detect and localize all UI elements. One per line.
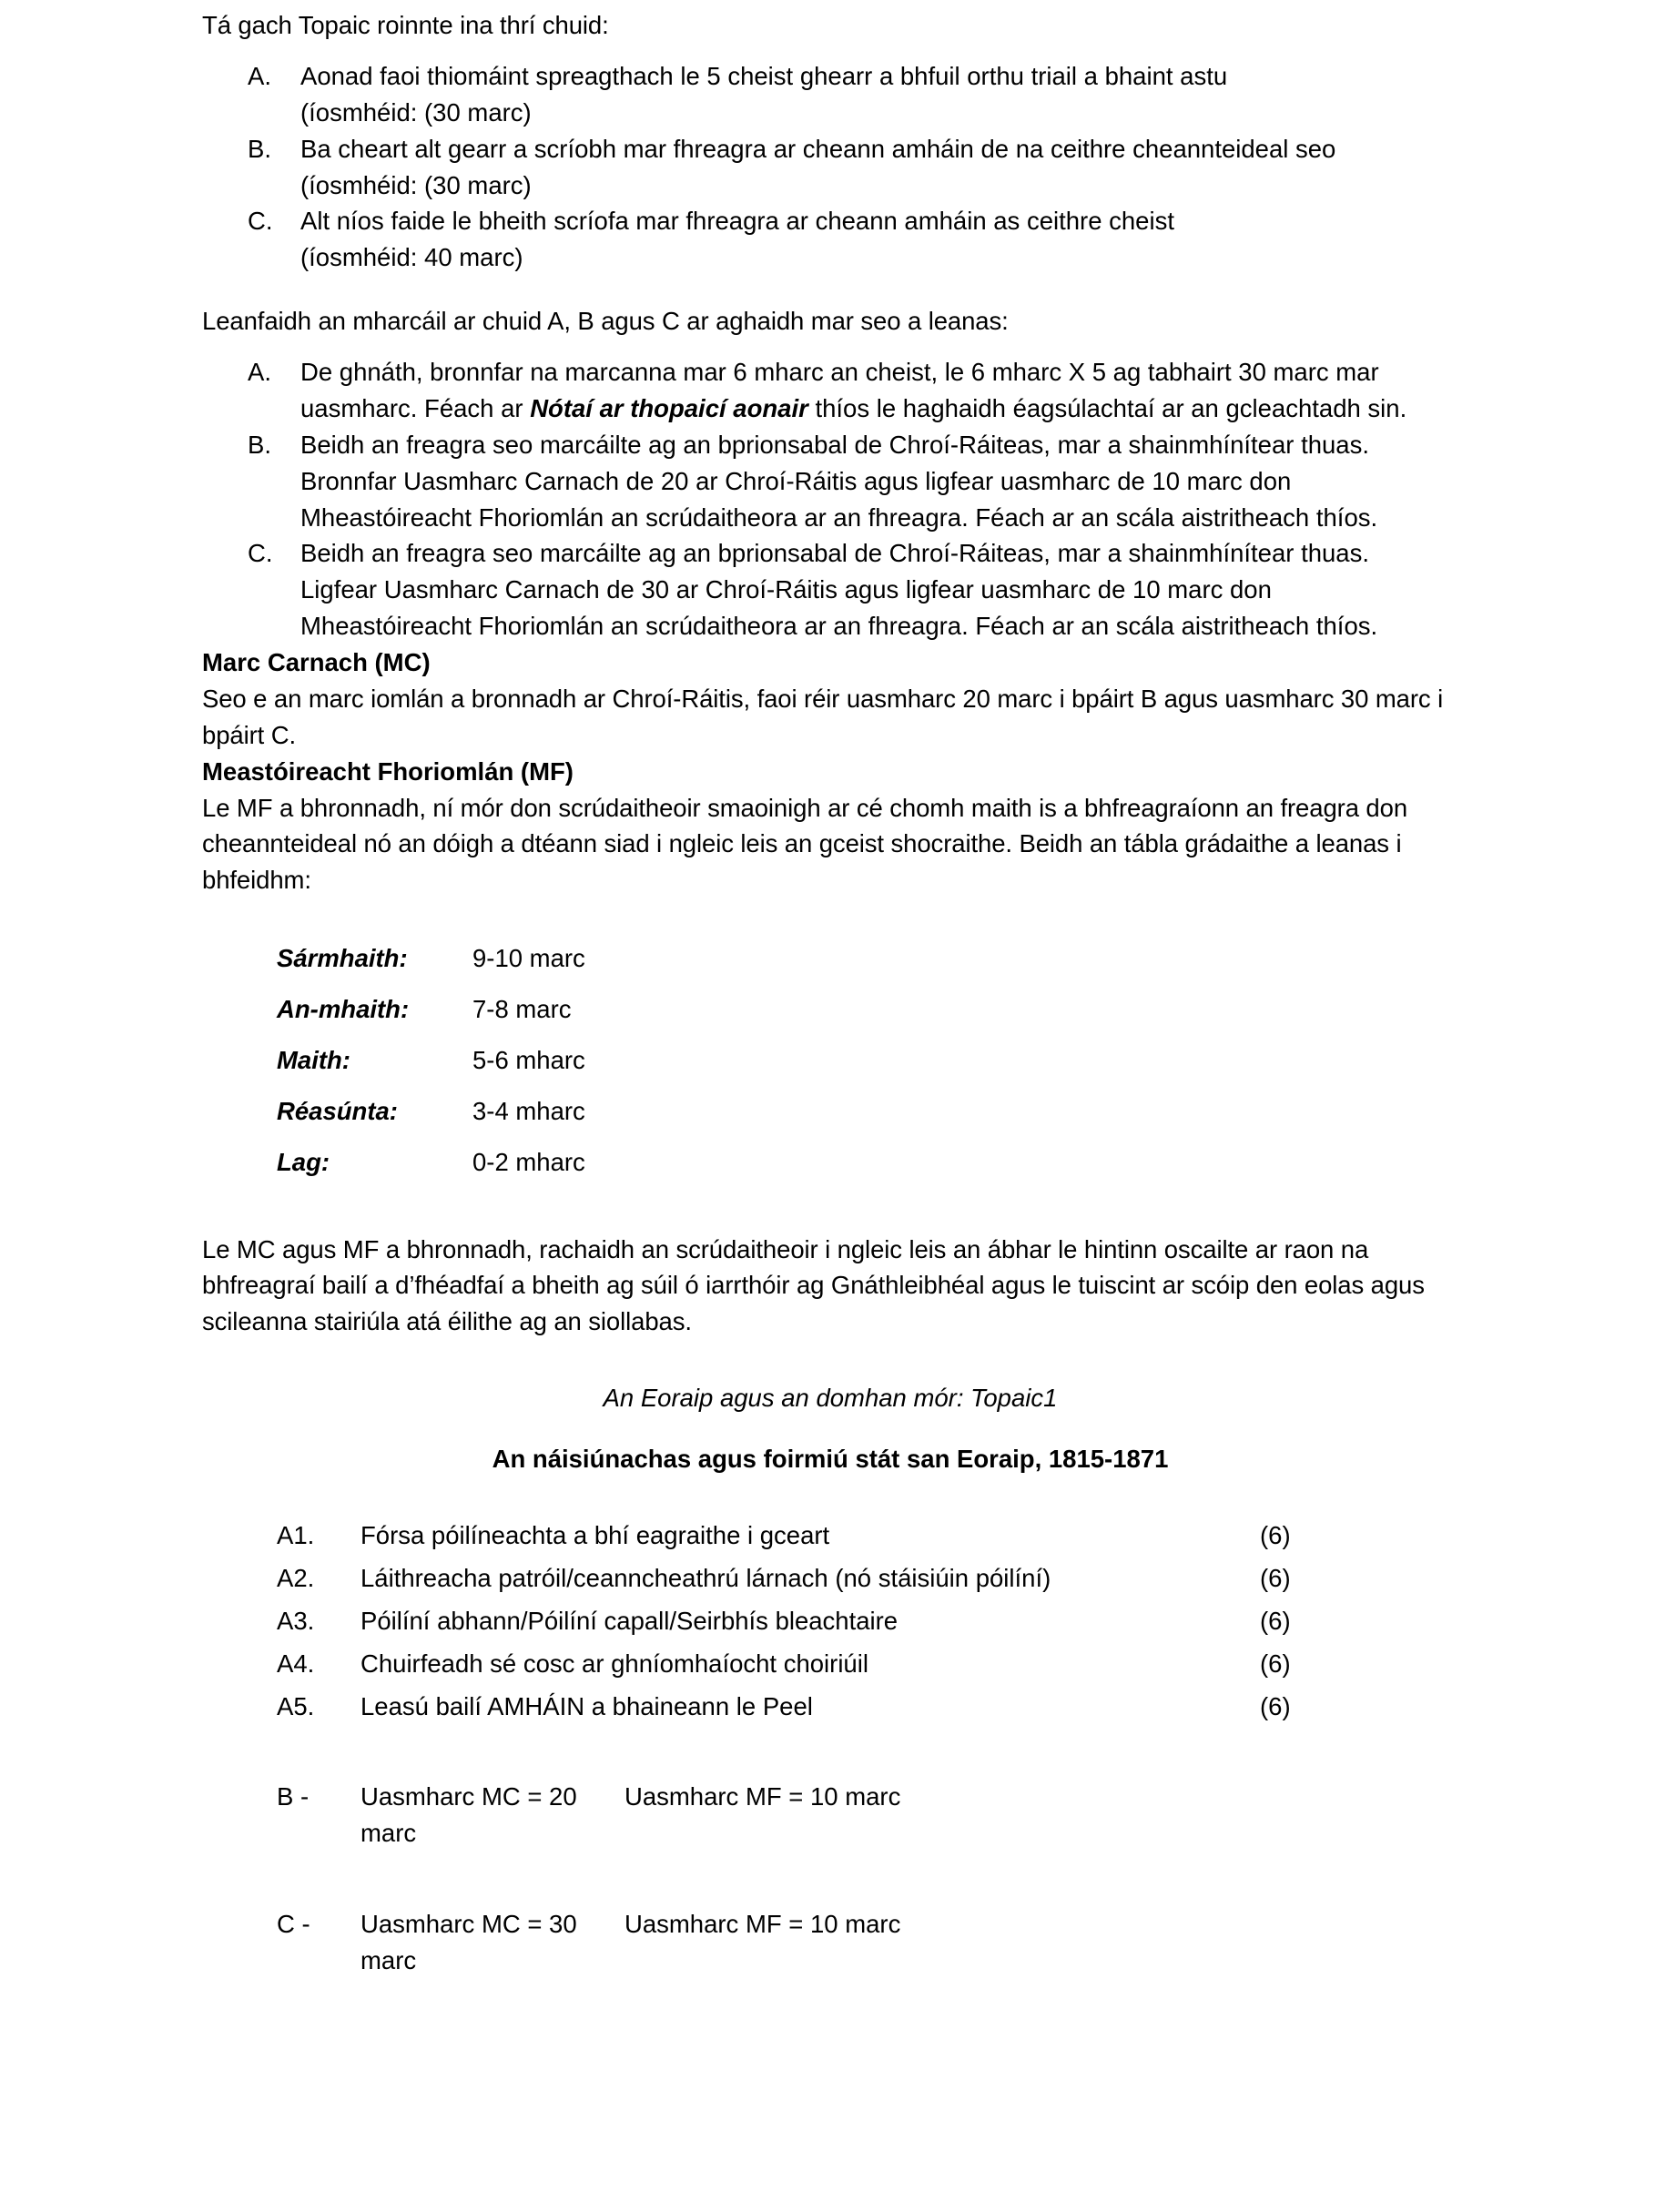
list-body (300, 535, 1458, 644)
question-text: Póilíní abhann/Póilíní capall/Seirbhís bleachtaire (360, 1606, 899, 1635)
list-text-after: thíos le haghaidh éagsúlachtaí ar an gcleachtadh sin. (807, 393, 1407, 422)
table-row (277, 933, 585, 984)
question-number: A4. (277, 1649, 315, 1679)
list-text: De ghnáth, bronnfar na marcanna mar 6 mharc an cheist, le 6 mharc X 5 ag tabhairt 30 marc mar uasmharc. Féach ar (300, 358, 1379, 422)
list-text: Ba cheart alt gearr a scríobh mar fhreagra ar cheann amháin de na ceithre cheannteideal seo (300, 134, 1336, 163)
list-marker: A. (248, 358, 271, 386)
topic-title: An náisiúnachas agus foirmiú stát san Eoraip, 1815-1871 (492, 1445, 1169, 1473)
grade-value: 3-4 mharc (472, 1096, 585, 1125)
question-marks: (6) (1260, 1649, 1291, 1679)
list-subtext: (íosmhéid: (30 marc) (300, 97, 532, 127)
bc-mc-value: Uasmharc MC = 30 marc (360, 1909, 577, 1974)
spacer (202, 276, 1458, 303)
bc-mf-value: Uasmharc MF = 10 marc (624, 1782, 901, 1811)
table-row (277, 1086, 585, 1137)
intro-line: Tá gach Topaic roinnte ina thrí chuid: (202, 11, 609, 39)
spacer (202, 44, 1458, 58)
list-item (202, 203, 1458, 276)
question-text: Láithreacha patróil/ceanncheathrú lárnach (nó stáisiúin póilíní) (360, 1563, 1051, 1592)
question-marks: (6) (1260, 1692, 1291, 1721)
spacer-cell (360, 1852, 624, 1906)
table-row (277, 1557, 1369, 1599)
spacer-cell (277, 1852, 360, 1906)
list-subtext: (íosmhéid: 40 marc) (300, 243, 523, 272)
list-item (202, 58, 1458, 131)
parts-list (202, 58, 1458, 276)
mf-heading: Meastóireacht Fhoriomlán (MF) (202, 756, 574, 786)
grade-value: 7-8 marc (472, 995, 572, 1023)
grade-label: Maith: (277, 1045, 350, 1074)
list-marker: B. (248, 134, 271, 163)
spacer-cell (624, 1852, 925, 1906)
list-body (300, 427, 1458, 536)
grade-value: 0-2 mharc (472, 1147, 585, 1176)
table-row (277, 984, 585, 1035)
document-body (202, 7, 1458, 1979)
grade-value: 9-10 marc (472, 944, 585, 973)
grade-label: An-mhaith: (277, 995, 410, 1023)
question-text: Leasú bailí AMHÁIN a bhaineann le Peel (360, 1692, 813, 1721)
table-row (277, 1514, 1369, 1557)
question-text: Chuirfeadh sé cosc ar ghníomhaíocht choiriúil (360, 1649, 868, 1679)
list-item (202, 131, 1458, 204)
question-marks: (6) (1260, 1563, 1291, 1592)
list-text: Alt níos faide le bheith scríofa mar fhreagra ar cheann amháin as ceithre cheist (300, 207, 1174, 236)
marking-parts-list (202, 354, 1458, 644)
list-subtext: Ligfear Uasmharc Carnach de 30 ar Chroí-Ráitis agus ligfear uasmharc de 10 marc don Mheastóireacht Fhoriomlán an scrúdaitheora ar an fhreagra. Féach ar an scála aistritheach thíos. (300, 575, 1378, 641)
spacer (202, 1188, 1458, 1232)
grade-label: Sármhaith: (277, 944, 408, 973)
list-marker: B. (248, 430, 271, 459)
table-row (277, 1685, 1369, 1728)
list-item (202, 535, 1458, 644)
table-row (277, 1906, 925, 1979)
mc-heading: Marc Carnach (MC) (202, 648, 431, 676)
list-item (202, 354, 1458, 427)
topic-subtitle: An Eoraip agus an domhan mór: Topaic1 (603, 1383, 1058, 1412)
question-number: A2. (277, 1563, 315, 1592)
list-subtext: (íosmhéid: (30 marc) (300, 170, 532, 199)
grading-table (277, 933, 585, 1187)
bc-mc-value: Uasmharc MC = 20 marc (360, 1782, 577, 1847)
list-body (300, 131, 1458, 204)
marking-lead: Leanfaidh an mharcáil ar chuid A, B agus C ar aghaidh mar seo a leanas: (202, 307, 1009, 336)
list-body (300, 58, 1458, 131)
emphasis-text: Nótaí ar thopaicí aonair (530, 393, 808, 422)
list-body (300, 203, 1458, 276)
grade-value: 5-6 mharc (472, 1045, 585, 1074)
list-marker: A. (248, 61, 271, 90)
grade-label: Lag: (277, 1147, 330, 1176)
table-row (277, 1035, 585, 1086)
spacer (202, 1340, 1458, 1355)
table-spacer-row (277, 1852, 925, 1906)
closing-paragraph: Le MC agus MF a bhronnadh, rachaidh an scrúdaitheoir i ngleic leis an ábhar le hintinn oscailte ar raon na bhfreagraí bailí a d’fhéadfaí a bheith ag súil ó iarrthóir ag Gnáthleibhéal agus le tuiscint ar scóip den eolas agus scileanna stairiúla atá éilithe ag an siollabas. (202, 1234, 1425, 1336)
bc-summary-table (277, 1779, 925, 1979)
list-text: Beidh an freagra seo marcáilte ag an bprionsabal de Chroí-Ráiteas, mar a shainmhínítear thuas. (300, 430, 1369, 459)
list-marker: C. (248, 539, 273, 568)
question-number: A1. (277, 1520, 315, 1549)
list-item (202, 427, 1458, 536)
table-row (277, 1137, 585, 1188)
list-body (300, 354, 1458, 427)
spacer (202, 340, 1458, 354)
list-marker: C. (248, 207, 273, 236)
bc-mf-value: Uasmharc MF = 10 marc (624, 1909, 901, 1938)
list-text: Aonad faoi thiomáint spreagthach le 5 cheist ghearr a bhfuil orthu triail a bhaint astu (300, 61, 1228, 90)
questions-table (277, 1514, 1369, 1728)
bc-label: C - (277, 1909, 310, 1938)
question-number: A5. (277, 1692, 315, 1721)
mf-body: Le MF a bhronnadh, ní mór don scrúdaitheoir smaoinigh ar cé chomh maith is a bhfreagraíonn an freagra don cheannteideal nó an dóigh a dtéann siad i ngleic leis an gceist shocraithe. Beidh an tábla grádaithe a leanas i bhfeidhm: (202, 793, 1408, 895)
question-marks: (6) (1260, 1520, 1291, 1549)
list-subtext: Bronnfar Uasmharc Carnach de 20 ar Chroí-Ráitis agus ligfear uasmharc de 10 marc don Mheastóireacht Fhoriomlán an scrúdaitheora ar an fhreagra. Féach ar an scála aistritheach thíos. (300, 466, 1378, 532)
question-number: A3. (277, 1606, 315, 1635)
question-text: Fórsa póilíneachta a bhí eagraithe i gceart (360, 1520, 830, 1549)
bc-label: B - (277, 1782, 310, 1811)
table-row (277, 1779, 925, 1852)
table-row (277, 1642, 1369, 1685)
grade-label: Réasúnta: (277, 1096, 398, 1125)
table-row (277, 1599, 1369, 1642)
list-text: Beidh an freagra seo marcáilte ag an bprionsabal de Chroí-Ráiteas, mar a shainmhínítear thuas. (300, 539, 1369, 568)
question-marks: (6) (1260, 1606, 1291, 1635)
mc-body: Seo e an marc iomlán a bronnadh ar Chroí-Ráitis, faoi réir uasmharc 20 marc i bpáirt B agus uasmharc 30 marc i bpáirt C. (202, 684, 1444, 749)
